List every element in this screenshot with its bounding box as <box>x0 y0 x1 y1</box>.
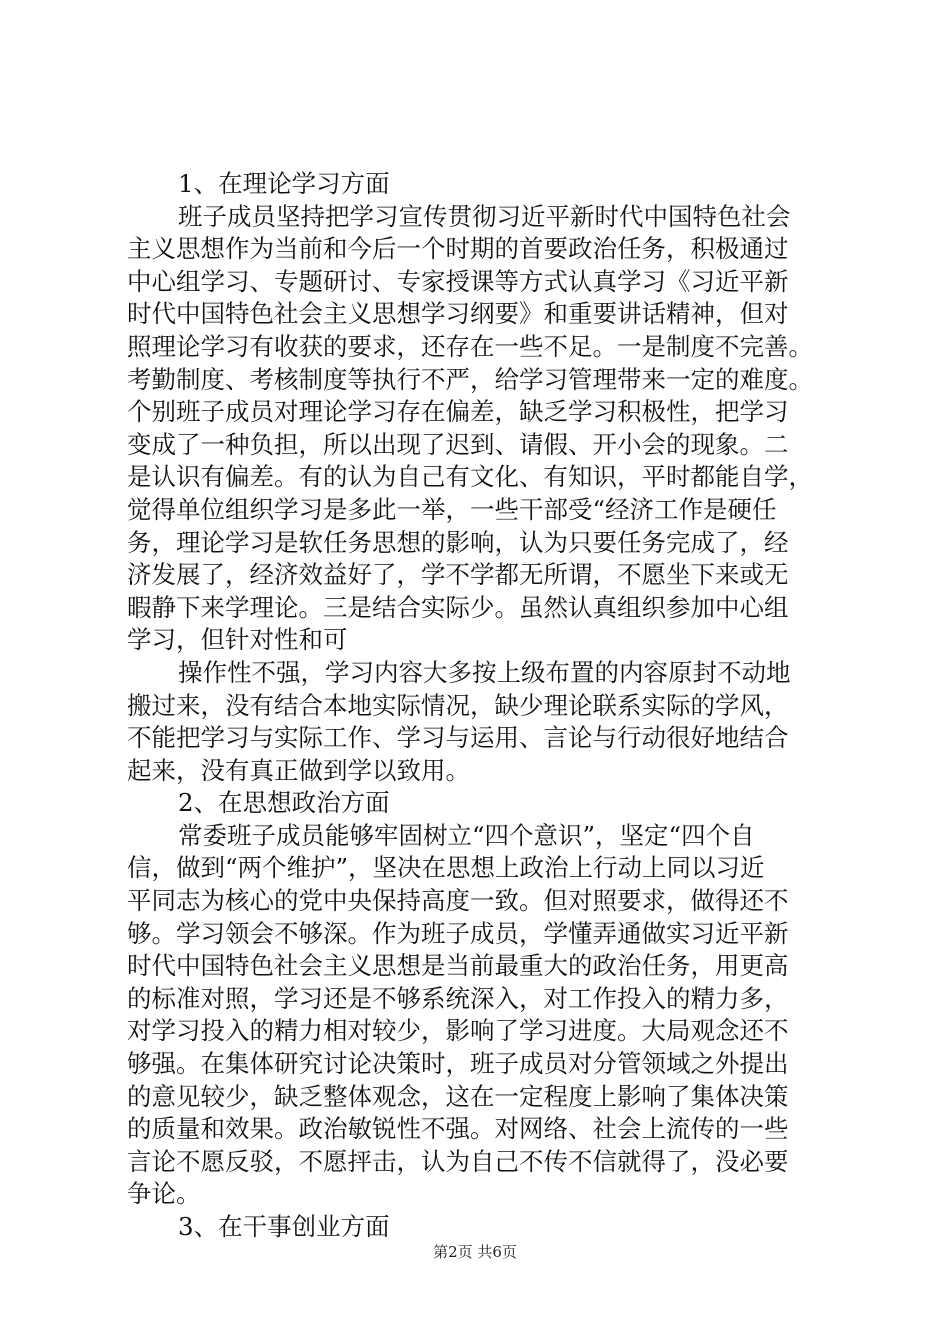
paragraph-line: 中心组学习、专题研讨、专家授课等方式认真学习《习近平新 <box>127 266 789 296</box>
paragraph-line: 言论不愿反驳，不愿抨击，认为自己不传不信就得了，没必要 <box>127 1146 789 1176</box>
paragraph-line: 常委班子成员能够牢固树立“四个意识”，坚定“四个自 <box>178 820 755 850</box>
paragraph-line: 够。学习领会不够深。作为班子成员，学懂弄通做实习近平新 <box>127 918 789 948</box>
page-footer <box>0 1242 950 1262</box>
section-heading-1: 1、在理论学习方面 <box>178 169 390 198</box>
paragraph-line: 暇静下来学理论。三是结合实际少。虽然认真组织参加中心组 <box>127 592 789 622</box>
paragraph-line: 考勤制度、考核制度等执行不严，给学习管理带来一定的难度。 <box>127 364 813 394</box>
paragraph-line: 不能把学习与实际工作、学习与运用、言论与行动很好地结合 <box>127 723 789 753</box>
paragraph-line: 平同志为核心的党中央保持高度一致。但对照要求，做得还不 <box>127 886 789 916</box>
paragraph-line: 觉得单位组织学习是多此一举，一些干部受“经济工作是硬任 <box>127 494 777 524</box>
paragraph-line: 时代中国特色社会主义思想是当前最重大的政治任务，用更高 <box>127 951 789 981</box>
paragraph-line: 信，做到“两个维护”，坚决在思想上政治上行动上同以习近 <box>127 853 765 883</box>
paragraph-line: 济发展了，经济效益好了，学不学都无所谓，不愿坐下来或无 <box>127 560 789 590</box>
paragraph-line: 搬过来，没有结合本地实际情况，缺少理论联系实际的学风， <box>127 690 789 720</box>
paragraph-line: 的标准对照，学习还是不够系统深入，对工作投入的精力多， <box>127 983 789 1013</box>
paragraph-line: 照理论学习有收获的要求，还存在一些不足。一是制度不完善。 <box>127 331 813 361</box>
paragraph-line: 学习，但针对性和可 <box>127 625 348 655</box>
paragraph-line: 的质量和效果。政治敏锐性不强。对网络、社会上流传的一些 <box>127 1114 789 1144</box>
paragraph-line: 的意见较少，缺乏整体观念，这在一定程度上影响了集体决策 <box>127 1081 789 1111</box>
page-number: 第2页 共6页 <box>433 1243 517 1261</box>
paragraph-line: 对学习投入的精力相对较少，影响了学习进度。大局观念还不 <box>127 1016 789 1046</box>
paragraph-line: 争论。 <box>127 1179 201 1209</box>
paragraph-line: 务，理论学习是软任务思想的影响，认为只要任务完成了，经 <box>127 527 789 557</box>
paragraph-line: 起来，没有真正做到学以致用。 <box>127 755 470 785</box>
paragraph-line: 操作性不强，学习内容大多按上级布置的内容原封不动地 <box>178 657 791 687</box>
paragraph-line: 主义思想作为当前和今后一个时期的首要政治任务，积极通过 <box>127 234 789 264</box>
section-heading-2: 2、在思想政治方面 <box>178 788 390 818</box>
paragraph-line: 是认识有偏差。有的认为自己有文化、有知识，平时都能自学， <box>127 462 813 492</box>
paragraph-line: 个别班子成员对理论学习存在偏差，缺乏学习积极性，把学习 <box>127 397 789 427</box>
section-heading-3: 3、在干事创业方面 <box>178 1212 390 1241</box>
paragraph-line: 够强。在集体研究讨论决策时，班子成员对分管领域之外提出 <box>127 1049 789 1079</box>
document-body <box>127 168 837 1244</box>
paragraph-line: 变成了一种负担，所以出现了迟到、请假、开小会的现象。二 <box>127 429 789 459</box>
paragraph-line: 时代中国特色社会主义思想学习纲要》和重要讲话精神，但对 <box>127 299 789 329</box>
paragraph-line: 班子成员坚持把学习宣传贯彻习近平新时代中国特色社会 <box>178 201 791 231</box>
